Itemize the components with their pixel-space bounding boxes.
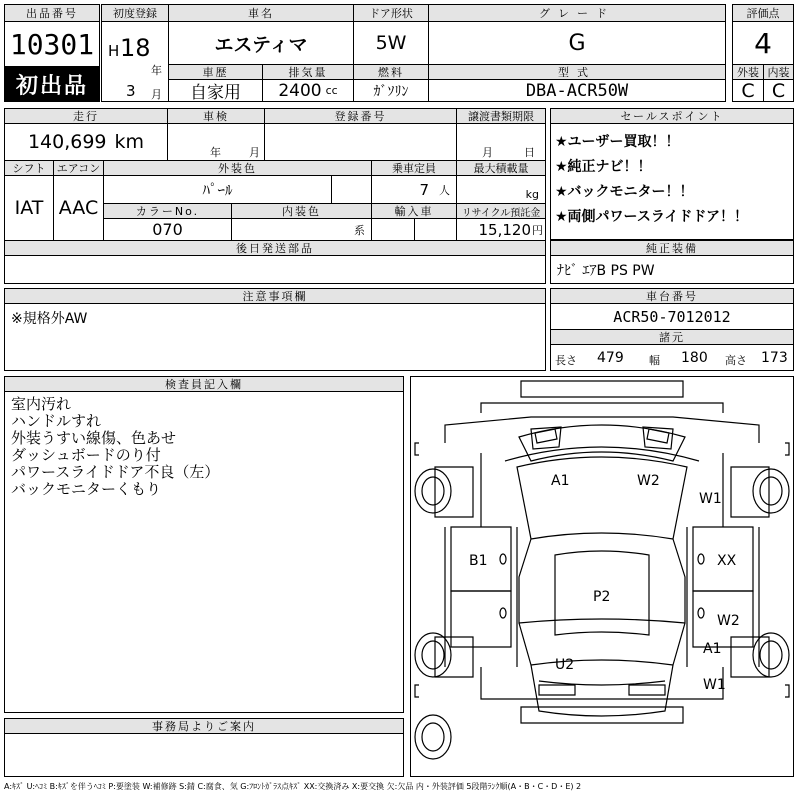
ext-color-extra (331, 175, 372, 204)
fuel-label: 燃料 (353, 64, 429, 80)
inspection-label: 車検 (167, 108, 265, 124)
recycle-value: 15,120 (478, 220, 531, 239)
history-label: 車歴 (168, 64, 263, 80)
rear-bumper-outline (521, 707, 683, 723)
first-reg-month: 3 (126, 82, 136, 100)
glass-bar-right (647, 429, 669, 443)
inspector-label: 検査員記入欄 (4, 376, 404, 392)
side-sill-right (687, 527, 759, 667)
era-label: H (108, 42, 120, 60)
front-windshield (519, 425, 685, 461)
mark-w2-right: W2 (717, 613, 740, 629)
import-cell-a (371, 218, 415, 241)
mark-a1-front: A1 (551, 473, 570, 489)
capacity-unit: 人 (439, 183, 450, 197)
car-name-label: 車名 (168, 4, 354, 22)
wheel-front-right (753, 469, 789, 513)
spec-label: 諸元 (550, 329, 794, 345)
recycle-cell (456, 218, 546, 241)
capacity-value: 7 (419, 180, 429, 199)
inspector-note: 室内汚れ (11, 395, 72, 413)
spare-wheel (415, 715, 451, 759)
reg-no-cell (264, 123, 457, 161)
max-load-unit: kg (525, 188, 539, 201)
sales-points-list (555, 130, 789, 230)
equipment-label: 純正装備 (550, 240, 794, 256)
int-color-cell (231, 218, 372, 241)
int-color-label: 内装色 (231, 203, 372, 219)
capacity-label: 乗車定員 (371, 160, 457, 176)
fuel-value: ｶﾞｿﾘﾝ (353, 79, 429, 102)
mark-b1-left: B1 (469, 553, 488, 569)
inspector-note: ハンドルすれ (11, 412, 102, 430)
max-load-cell (456, 175, 546, 204)
reg-no-label: 登録番号 (264, 108, 457, 124)
exterior-grade: C (732, 79, 764, 102)
cabin-rear (519, 623, 685, 665)
inspector-note: ダッシュボードのり付 (11, 446, 161, 464)
inspector-note: 外装うすい線傷、色あせ (11, 429, 177, 447)
shift-value: IAT (4, 175, 54, 241)
ext-color-value: ﾊﾟｰﾙ (103, 175, 332, 204)
history-value: 自家用 (168, 79, 263, 102)
front-fender-left (435, 467, 473, 517)
car-diagram (410, 376, 794, 777)
shift-label: シフト (4, 160, 54, 176)
car-outline-svg (411, 377, 793, 776)
rear-bumper-right (629, 685, 665, 695)
ext-color-label: 外装色 (103, 160, 372, 176)
sales-point-item: ★両側パワースライドドア！！ (555, 209, 749, 225)
left-door-rear (451, 591, 511, 647)
inspector-note: バックモニターくもり (11, 480, 162, 498)
displacement-value: 2400 (278, 80, 322, 101)
rear-bumper (539, 685, 575, 695)
displacement-cell (262, 79, 354, 102)
bracket-fr (785, 443, 789, 455)
interior-grade: C (763, 79, 794, 102)
legend-text: A:ｷｽﾞ U:ﾍｺﾐ B:ｷｽﾞを伴うﾍｺﾐ P:要塗装 W:補修跡 S:錆 C:腐食、気 G:ﾌﾛﾝﾄｶﾞﾗｽ点ｷｽﾞ XX:交換済み X:要交換 欠:欠品 内・外装評価 5段階ﾗﾝｸ順(A・B・C・D・E) 2 (4, 782, 582, 791)
sales-point-item: ★純正ナビ！！ (555, 159, 652, 175)
height-label: 高さ (725, 354, 747, 367)
side-sill-left (445, 527, 517, 667)
bracket-fl (415, 443, 419, 455)
score-value: 4 (732, 21, 794, 65)
car-name: エスティマ (168, 21, 354, 65)
width-value: 180 (681, 350, 708, 366)
rear-quarter-left (435, 637, 473, 677)
height-value: 173 (761, 350, 788, 366)
color-no-value: 070 (103, 218, 232, 241)
lot-no-label: 出品番号 (4, 4, 100, 22)
year-unit: 年 (151, 64, 162, 77)
rear-body (481, 667, 723, 699)
first-reg-year: 18 (120, 34, 151, 62)
front-bumper-inner (481, 403, 723, 413)
front-fender-right (731, 467, 769, 517)
spec-row (550, 344, 794, 371)
grade-value: G (428, 21, 726, 65)
glass-bar-left (535, 429, 557, 443)
transfer-month-unit: 月 (482, 146, 493, 159)
sales-point-item: ★ユーザー買取！！ (555, 134, 680, 150)
mark-u2: U2 (555, 657, 575, 673)
ac-label: エアコン (53, 160, 104, 176)
caution-value: ※規格外AW (11, 311, 88, 327)
exterior-grade-label: 外装 (732, 64, 764, 80)
later-parts-label: 後日発送部品 (4, 240, 546, 256)
width-label: 幅 (649, 354, 660, 367)
sales-points-label: セールスポイント (550, 108, 794, 124)
max-load-label: 最大積載量 (456, 160, 546, 176)
inspector-notes (11, 396, 397, 498)
chassis-label: 車台番号 (550, 288, 794, 304)
model-label: 型式 (428, 64, 726, 80)
score-label: 評価点 (732, 4, 794, 22)
model-value: DBA-ACR50W (428, 79, 726, 102)
body-outline (481, 453, 723, 527)
transfer-label: 譲渡書類期限 (456, 108, 546, 124)
office-box (4, 733, 404, 777)
front-bumper-outline (521, 381, 683, 397)
import-cell-b (414, 218, 457, 241)
mark-w1-rear: W1 (703, 677, 726, 693)
recycle-unit: 円 (532, 223, 543, 237)
inspection-month-unit: 月 (249, 146, 260, 159)
mileage-value: 140,699 (27, 131, 107, 153)
bracket-rr (785, 685, 789, 697)
displacement-label: 排気量 (262, 64, 354, 80)
color-no-label: カラーNo. (103, 203, 232, 219)
inspection-year-unit: 年 (210, 146, 221, 159)
equipment-value: ﾅﾋﾞ ｴｱB PS PW (550, 255, 794, 284)
month-unit: 月 (151, 88, 162, 101)
office-label: 事務局よりご案内 (4, 718, 404, 734)
inspector-note: パワースライドドア不良（左） (11, 463, 220, 481)
ac-value: AAC (53, 175, 104, 241)
recycle-label: リサイクル預託金 (456, 203, 546, 219)
int-color-unit: 系 (354, 223, 365, 237)
later-parts-value (4, 255, 546, 284)
bracket-rl (415, 685, 419, 697)
chassis-value: ACR50-7012012 (550, 303, 794, 330)
first-listing-badge: 初出品 (4, 66, 100, 102)
mileage-cell (4, 123, 168, 161)
door-type: 5W (353, 21, 429, 65)
displacement-unit: cc (325, 84, 338, 97)
transfer-day-unit: 日 (524, 146, 535, 159)
rear-quarter-right (731, 637, 769, 677)
length-label: 長さ (555, 354, 577, 367)
mark-p2: P2 (593, 589, 611, 605)
lot-no: 10301 (4, 21, 100, 67)
sales-points-box (550, 123, 794, 240)
mark-w1-right: W1 (699, 491, 722, 507)
mark-xx-right: XX (717, 553, 737, 569)
mileage-label: 走行 (4, 108, 168, 124)
mark-a1-rear: A1 (703, 641, 722, 657)
grade-label: グレード (428, 4, 726, 22)
hood-panel (517, 457, 687, 539)
wheel-front-left (415, 469, 451, 513)
capacity-cell (371, 175, 457, 204)
mileage-unit: km (114, 131, 145, 153)
first-reg-label: 初度登録 (101, 4, 169, 22)
inspector-box (4, 391, 404, 713)
door-label: ドア形状 (353, 4, 429, 22)
mark-w2-front: W2 (637, 473, 660, 489)
header-block (4, 4, 794, 102)
hood-line (445, 417, 759, 443)
wheel-rear-left (415, 633, 451, 677)
length-value: 479 (597, 350, 624, 366)
caution-label: 注意事項欄 (4, 288, 546, 304)
rear-hatch (531, 665, 673, 716)
sales-point-item: ★バックモニター！！ (555, 184, 694, 200)
caution-box (4, 303, 546, 371)
interior-grade-label: 内装 (763, 64, 794, 80)
vehicle-info-block (4, 108, 546, 284)
import-label: 輸入車 (371, 203, 457, 219)
